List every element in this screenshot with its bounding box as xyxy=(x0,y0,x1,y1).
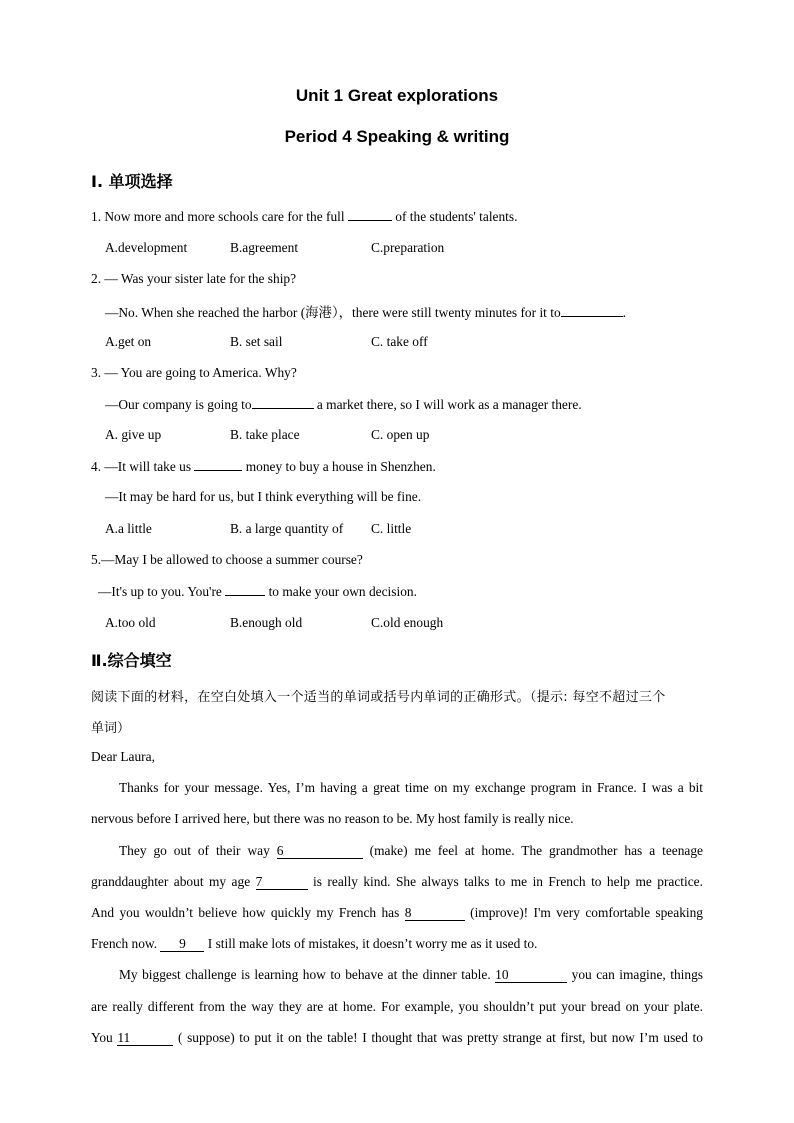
numbered-blank-8: 8 xyxy=(405,906,465,921)
letter-paragraph-1-line-2: nervous before I arrived here, but there was no reason to be. My host family is really nice. xyxy=(91,811,574,826)
option-b: B. a large quantity of xyxy=(230,521,344,536)
letter-paragraph-3-line-2: are really different from the way they are at home. For example, you shouldn’t put your bread on your plate. xyxy=(91,999,703,1014)
option-a: A.get on xyxy=(105,334,152,349)
numbered-blank-9: 9 xyxy=(160,937,204,952)
answer-blank xyxy=(348,208,392,221)
section-2-instructions: 阅读下面的材料，在空白处填入一个适当的单词或括号内单词的正确形式。（提示: 每空不超过三个 xyxy=(91,690,666,705)
answer-blank xyxy=(252,396,314,409)
option-c: C. take off xyxy=(371,334,428,349)
letter-paragraph-3-line-3: You 11 ( suppose) to put it on the table! I thought that was pretty strange at first, but now I’m used to xyxy=(91,1030,703,1045)
question-4-line2: —It may be hard for us, but I think everything will be fine. xyxy=(105,489,422,504)
section-2-instructions-cont: 单词） xyxy=(91,721,131,736)
page-subtitle: Period 4 Speaking & writing xyxy=(284,127,510,146)
section-2-heading: Ⅱ.综合填空 xyxy=(91,651,172,670)
letter-paragraph-3-line-1: My biggest challenge is learning how to behave at the dinner table. 10 you can imagine, things xyxy=(119,967,703,982)
option-b: B. set sail xyxy=(230,334,283,349)
option-b: B.agreement xyxy=(230,240,299,255)
answer-blank xyxy=(561,304,623,317)
question-3-stem: 3. — You are going to America. Why? xyxy=(91,365,297,380)
question-4-stem: 4. —It will take us money to buy a house in Shenzhen. xyxy=(91,459,436,474)
numbered-blank-11: 11 xyxy=(117,1031,173,1046)
option-a: A.too old xyxy=(105,615,156,630)
option-c: C.preparation xyxy=(371,240,445,255)
question-3-line2: —Our company is going to a market there, so I will work as a manager there. xyxy=(105,397,582,412)
option-b: B. take place xyxy=(230,427,300,442)
answer-blank xyxy=(225,583,265,596)
question-2-line2: —No. When she reached the harbor (海港），there were still twenty minutes for it to . xyxy=(105,305,627,320)
option-b: B.enough old xyxy=(230,615,303,630)
question-1-stem: 1. Now more and more schools care for the full of the students' talents. xyxy=(91,209,518,224)
option-a: A.development xyxy=(105,240,188,255)
numbered-blank-6: 6 xyxy=(277,844,363,859)
letter-greeting: Dear Laura, xyxy=(91,749,155,764)
option-c: C. open up xyxy=(371,427,430,442)
option-c: C.old enough xyxy=(371,615,444,630)
numbered-blank-7: 7 xyxy=(256,875,308,890)
letter-paragraph-2-line-2: granddaughter about my age 7 is really kind. She always talks to me in French to help me practice. xyxy=(91,874,703,889)
question-5-line2: —It's up to you. You're to make your own decision. xyxy=(98,584,417,599)
letter-paragraph-2-line-1: They go out of their way 6 (make) me feel at home. The grandmother has a teenage xyxy=(119,843,703,858)
letter-paragraph-2-line-4: French now. 9 I still make lots of mistakes, it doesn’t worry me as it used to. xyxy=(91,936,538,951)
answer-blank xyxy=(194,458,242,471)
question-5-stem: 5.—May I be allowed to choose a summer course? xyxy=(91,552,363,567)
option-a: A. give up xyxy=(105,427,162,442)
letter-paragraph-1-line-1: Thanks for your message. Yes, I’m having a great time on my exchange program in France. I was a bit xyxy=(119,780,703,795)
letter-paragraph-2-line-3: And you wouldn’t believe how quickly my French has 8 (improve)! I'm very comfortable speaking xyxy=(91,905,703,920)
section-1-heading: Ⅰ. 单项选择 xyxy=(91,172,173,191)
question-2-stem: 2. — Was your sister late for the ship? xyxy=(91,271,297,286)
option-a: A.a little xyxy=(105,521,152,536)
numbered-blank-10: 10 xyxy=(495,968,567,983)
page-title: Unit 1 Great explorations xyxy=(295,86,499,105)
option-c: C. little xyxy=(371,521,412,536)
